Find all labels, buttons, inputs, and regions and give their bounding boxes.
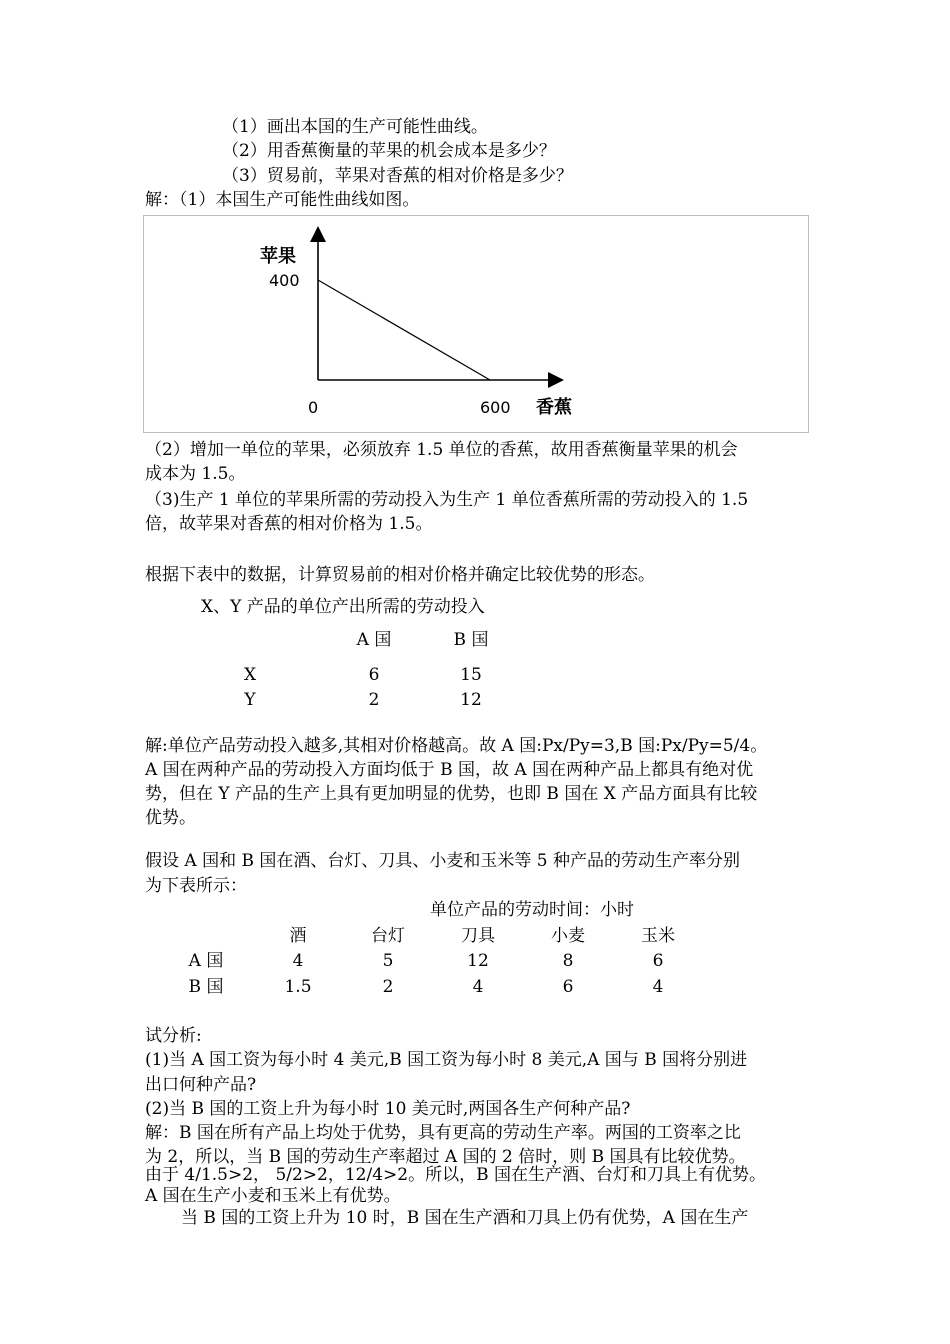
- part3-header: 酒: [289, 926, 307, 946]
- part2-answer-line-4: 优势。: [145, 808, 196, 828]
- ppf-line: [318, 280, 490, 380]
- part3-answer-line-5: 当 B 国的工资上升为 10 时，B 国在生产酒和刀具上仍有优势，A 国在生产: [181, 1208, 749, 1228]
- part3-cell: 2: [382, 977, 394, 997]
- part3-intro-line-2: 为下表所示：: [145, 876, 247, 896]
- part2-intro: 根据下表中的数据，计算贸易前的相对价格并确定比较优势的形态。: [145, 565, 655, 585]
- part2-answer-line-3: 势，但在 Y 产品的生产上具有更加明显的优势，也即 B 国在 X 产品方面具有比较: [145, 784, 758, 804]
- y-axis-label: 苹果: [260, 246, 296, 267]
- part3-question-2: (2)当 B 国的工资上升为每小时 10 美元时,两国各生产何种产品?: [145, 1099, 631, 1119]
- part2-row-label: X: [243, 665, 257, 685]
- answer-3-line-2: 倍，故苹果对香蕉的相对价格为 1.5。: [145, 514, 433, 534]
- part3-cell: 4: [292, 951, 304, 971]
- part2-header-a: A 国: [356, 630, 392, 650]
- part3-header: 玉米: [641, 926, 675, 946]
- x-axis-label: 香蕉: [536, 397, 572, 418]
- part2-row-label: Y: [244, 690, 256, 710]
- part3-cell: 6: [652, 951, 664, 971]
- part3-question-1-line-1: (1)当 A 国工资为每小时 4 美元,B 国工资为每小时 8 美元,A 国与 B 国将分别进: [145, 1050, 748, 1070]
- part3-answer-line-3: 由于 4/1.5>2， 5/2>2，12/4>2。所以，B 国在生产酒、台灯和刀具上有优势。: [145, 1165, 766, 1185]
- x-intercept-label: 600: [480, 398, 511, 417]
- answer-2-line-1: （2）增加一单位的苹果，必须放弃 1.5 单位的香蕉，故用香蕉衡量苹果的机会: [145, 440, 738, 460]
- question-1: （1）画出本国的生产可能性曲线。: [222, 117, 488, 137]
- part3-cell: 5: [382, 951, 394, 971]
- part2-answer-line-2: A 国在两种产品的劳动投入方面均低于 B 国，故 A 国在两种产品上都具有绝对优: [145, 760, 754, 780]
- part3-analysis-label: 试分析:: [145, 1026, 202, 1046]
- part2-cell: 2: [368, 690, 380, 710]
- part3-cell: 6: [562, 977, 574, 997]
- part2-cell: 15: [460, 665, 482, 685]
- part2-answer-line-1: 解:单位产品劳动投入越多,其相对价格越高。故 A 国:Px/Py=3,B 国:Px/Py=5/4。: [145, 736, 768, 756]
- part3-cell: 12: [467, 951, 489, 971]
- origin-label: 0: [308, 398, 319, 417]
- part3-header: 刀具: [461, 926, 495, 946]
- answer-2-line-2: 成本为 1.5。: [145, 464, 246, 484]
- part3-answer-line-2: 为 2，所以，当 B 国的劳动生产率超过 A 国的 2 倍时，则 B 国具有比较优势。: [145, 1147, 746, 1167]
- question-3: （3）贸易前，苹果对香蕉的相对价格是多少？: [222, 166, 573, 186]
- part3-intro-line-1: 假设 A 国和 B 国在酒、台灯、刀具、小麦和玉米等 5 种产品的劳动生产率分别: [145, 851, 741, 871]
- part3-cell: 8: [562, 951, 574, 971]
- part3-question-1-line-2: 出口何种产品?: [145, 1075, 257, 1095]
- part3-header: 台灯: [371, 926, 405, 946]
- part3-cell: 4: [472, 977, 484, 997]
- part2-cell: 6: [368, 665, 380, 685]
- part3-row-label: B 国: [188, 977, 224, 997]
- part2-cell: 12: [460, 690, 482, 710]
- part3-answer-line-4: A 国在生产小麦和玉米上有优势。: [145, 1186, 401, 1206]
- part3-answer-line-1: 解：B 国在所有产品上均处于优势，具有更高的劳动生产率。两国的工资率之比: [145, 1123, 741, 1143]
- ppf-graph: [143, 215, 809, 433]
- answer-3-line-1: （3)生产 1 单位的苹果所需的劳动投入为生产 1 单位香蕉所需的劳动投入的 1.5: [145, 490, 749, 510]
- part3-cell: 4: [652, 977, 664, 997]
- part3-row-label: A 国: [188, 951, 224, 971]
- answer-intro: 解：（1）本国生产可能性曲线如图。: [145, 190, 420, 210]
- part2-header-b: B 国: [453, 630, 489, 650]
- question-2: （2）用香蕉衡量的苹果的机会成本是多少？: [222, 141, 556, 161]
- y-intercept-label: 400: [269, 271, 300, 290]
- ppf-graph-svg: [144, 216, 810, 434]
- part2-table-title: X、Y 产品的单位产出所需的劳动投入: [201, 597, 485, 617]
- part3-table-title: 单位产品的劳动时间：小时: [430, 900, 634, 920]
- part3-cell: 1.5: [284, 977, 312, 997]
- part3-header: 小麦: [551, 926, 585, 946]
